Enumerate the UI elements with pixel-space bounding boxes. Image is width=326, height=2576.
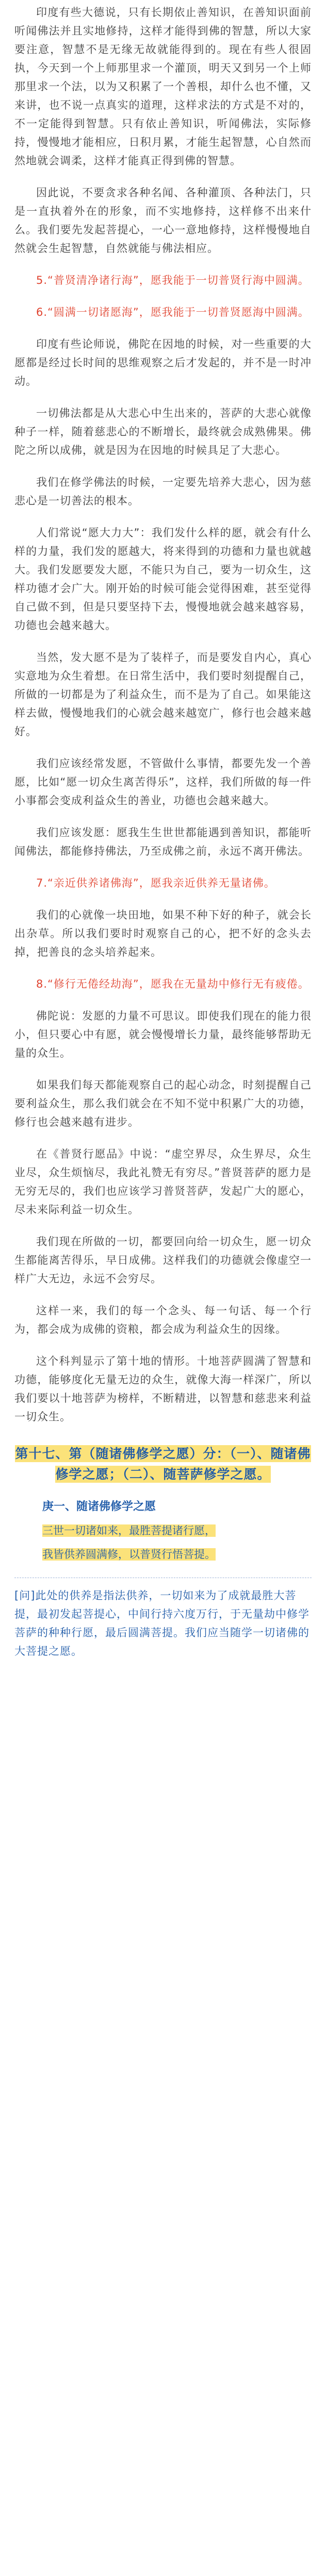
- paragraph-12: 如果我们每天都能观察自己的起心动念，时刻提醒自己要利益众生，那么我们就会在不知不觉中积累广大的功德，修行也会越来越有进步。: [14, 1079, 312, 1128]
- footer-note: [问]此处的供养是指法供养，一切如来为了成就最胜大菩提，最初发起菩提心，中间行持六度万行，于无量劫中修学菩萨的种种行愿，最后圆满菩提。我们应当随学一切诸佛的大菩提之愿。: [14, 1578, 312, 1660]
- paragraph-3: 印度有些论师说，佛陀在因地的时候，对一些重要的大愿都是经过长时间的思维观察之后才发起的，并不是一时冲动。: [14, 338, 312, 387]
- paragraph-14: 我们现在所做的一切，都要回向给一切众生，愿一切众生都能离苦得乐，早日成佛。这样我们的功德就会像虚空一样广大无边，永远不会穷尽。: [14, 1235, 312, 1285]
- red-line-3: 7.“亲近供养诸佛海”，愿我亲近供养无量诸佛。: [36, 877, 275, 889]
- red-line-4: 8.“修行无倦经劫海”，愿我在无量劫中修行无有疲倦。: [36, 978, 309, 990]
- red-line-1: 5.“普贤清净诸行海”，愿我能于一切普贤行海中圆满。: [36, 274, 309, 286]
- highlight-line-1: [42, 1522, 312, 1539]
- paragraph-9: 我们应该发愿：愿我生生世世都能遇到善知识，都能听闻佛法，都能修持佛法，乃至成佛之前，永远不离开佛法。: [14, 826, 312, 857]
- paragraph-7: 当然，发大愿不是为了装样子，而是要发自内心，真心实意地为众生着想。在日常生活中，我们要时刻提醒自己，所做的一切都是为了利益众生，而不是为了自己。如果能这样去做，慢慢地我们的心就会越来越宽广，修行也会越来越好。: [14, 651, 312, 738]
- subhead: 庚一、随诸佛修学之愿: [42, 1500, 156, 1513]
- red-line-2: 6.“圆满一切诸愿海”，愿我能于一切普贤愿海中圆满。: [36, 306, 309, 318]
- paragraph-10: 我们的心就像一块田地，如果不种下好的种子，就会长出杂草。所以我们要时时观察自己的心，把不好的念头去掉，把善良的念头培养起来。: [14, 909, 312, 958]
- highlight-line-1-text: 三世一切诸如来，最胜菩提诸行愿，: [42, 1524, 216, 1537]
- paragraph-13: 在《普贤行愿品》中说：“虚空界尽，众生界尽，众生业尽，众生烦恼尽，我此礼赞无有穷尽。”普贤菩萨的愿力是无穷无尽的，我们也应该学习普贤菩萨，发起广大的愿心，尽未来际利益一切众生。: [14, 1148, 312, 1216]
- paragraph-15: 这样一来，我们的每一个念头、每一句话、每一个行为，都会成为成佛的资粮，都会成为利益众生的因缘。: [14, 1304, 312, 1335]
- highlight-line-2-text: 我皆供养圆满修，以普贤行悟菩提。: [42, 1548, 216, 1561]
- paragraph-8: 我们应该经常发愿，不管做什么事情，都要先发一个善愿，比如“愿一切众生离苦得乐”，这样，我们所做的每一件小事都会变成利益众生的善业，功德也会越来越大。: [14, 757, 312, 807]
- paragraph-4: 一切佛法都是从大悲心中生出来的，菩萨的大悲心就像种子一样，随着慈悲心的不断增长，最终就会成熟佛果。佛陀之所以成佛，就是因为在因地的时候具足了大悲心。: [14, 407, 312, 456]
- paragraph-5: 我们在修学佛法的时候，一定要先培养大悲心，因为慈悲心是一切善法的根本。: [14, 476, 312, 507]
- section-title-text: 第十七、第（随诸佛修学之愿）分：（一）、随诸佛修学之愿；（二）、随菩萨修学之愿。: [15, 1446, 311, 1482]
- paragraph-2: 因此说，不要贪求各种名闻、各种灌顶、各种法门，只是一直执着外在的形象，而不实地修持，这样修不出来什么。我们要先发起菩提心，一心一意地修持，这样慢慢地自然就会生起智慧，自然就能与佛法相应。: [14, 187, 312, 255]
- section-title: [14, 1444, 312, 1485]
- paragraph-16: 这个科判显示了第十地的情形。十地菩萨圆满了智慧和功德，能够度化无量无边的众生，就像大海一样深广，所以我们要以十地菩萨为榜样，不断精进，以智慧和慈悲来利益一切众生。: [14, 1355, 312, 1423]
- paragraph-6: 人们常说“愿大力大”：我们发什么样的愿，就会有什么样的力量，我们发的愿越大，将来得到的功德和力量也就越大。我们发愿要发大愿，不能只为自己，要为一切众生，这样功德才会广大。刚开始的时候可能会觉得困难，甚至觉得自己做不到，但是只要坚持下去，慢慢地就会越来越容易，功德也会越来越大。: [14, 527, 312, 632]
- highlight-line-2: [42, 1546, 312, 1563]
- paragraph-1: 印度有些大德说，只有长期依止善知识，在善知识面前听闻佛法并且实地修持，这样才能得到佛的智慧，所以大家要注意，智慧不是无缘无故就能得到的。现在有些人很固执，今天到一个上师那里求一个灌顶，明天又到另一个上师那里求一个法，以为又积累了一个善根，却什么也不懂，又来讲，也不说一点真实的道理，这样求法的方式是不对的，不一定能得到智慧。只有依止善知识，听闻佛法，实际修持，慢慢地才能相应，日积月累，才能生起智慧，心自然而然地就会调柔，这样才能真正得到佛的智慧。: [14, 6, 312, 167]
- paragraph-11: 佛陀说：发愿的力量不可思议。即使我们现在的能力很小，但只要心中有愿，就会慢慢增长力量，最终能够帮助无量的众生。: [14, 1010, 312, 1059]
